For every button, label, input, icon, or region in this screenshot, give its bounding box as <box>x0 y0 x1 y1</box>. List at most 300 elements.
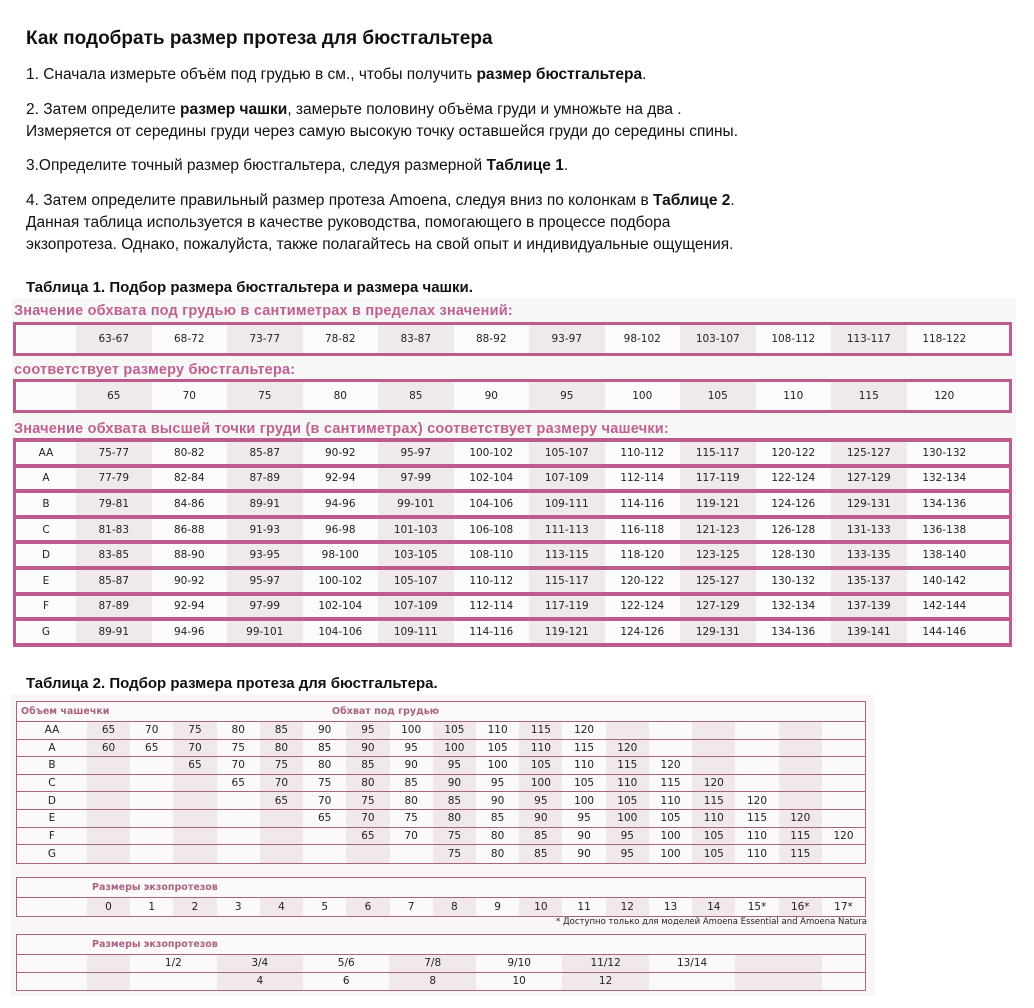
grid-cell: 105 <box>606 792 649 809</box>
grid-cell: 70 <box>317 794 332 807</box>
cup-range: 77-79 <box>76 468 152 490</box>
cup-range: 114-116 <box>620 497 665 510</box>
grid-cell: 65 <box>317 812 332 825</box>
cup-range: 108-110 <box>469 549 514 562</box>
cup-name: F <box>48 829 55 842</box>
prosthesis-size: 14 <box>692 898 735 916</box>
prosthesis-size: 11 <box>577 900 591 913</box>
cup-range: 110-112 <box>620 446 665 459</box>
grid-cell: 75 <box>317 777 332 790</box>
t1-cell: 110 <box>783 390 804 402</box>
cup-range: 138-140 <box>922 549 967 562</box>
grid-cell: 80 <box>260 740 303 757</box>
grid-cell <box>735 757 778 774</box>
step-3-text: 3.Определите точный размер бюстгальтера, следуя размерной <box>26 157 487 174</box>
grid-cell: 75 <box>231 741 245 754</box>
grid-cell: 110 <box>574 759 595 772</box>
step-4-text: 4. Затем определите правильный размер протеза Amoena, следуя вниз по колонкам в <box>26 192 654 209</box>
empty-cell <box>822 973 865 991</box>
footnote: * Доступно только для моделей Amoena Essential and Amoena Natura <box>556 917 867 927</box>
grid-cell <box>735 722 778 739</box>
grid-cell: 100 <box>574 794 595 807</box>
grid-cell: 90 <box>433 775 476 792</box>
step-4-line3: экзопротеза. Однако, пожалуйста, также полагайтесь на свой опыт и индивидуальные ощущения. <box>26 236 734 253</box>
step-3-suffix: . <box>563 157 569 174</box>
cup-range: 92-94 <box>324 472 356 485</box>
cup-range: 119-121 <box>529 621 605 643</box>
cup-range: 140-142 <box>922 574 967 587</box>
grid-cell <box>173 792 216 809</box>
cup-range: 132-134 <box>922 472 967 485</box>
grid-cell: 75 <box>404 812 418 825</box>
cup-range: 142-144 <box>922 600 967 613</box>
prosthesis-single <box>649 973 735 991</box>
grid-cell <box>217 810 260 827</box>
grid-cell: 110 <box>606 775 649 792</box>
prosthesis-single: 12 <box>562 973 648 991</box>
grid-cell <box>822 722 865 739</box>
grid-cell: 80 <box>404 794 418 807</box>
cup-row <box>13 544 1012 566</box>
grid-cell: 105 <box>519 757 562 774</box>
grid-cell <box>822 845 865 863</box>
prosthesis-size: 17* <box>834 900 853 913</box>
grid-cell <box>87 845 130 863</box>
cup-name: D <box>41 549 51 562</box>
grid-cell: 90 <box>490 794 505 807</box>
empty-cell <box>17 973 87 991</box>
cup-range: 88-90 <box>173 549 205 562</box>
step-4-line2: Данная таблица используется в качестве руководства, помогающего в процессе подбора <box>26 214 671 231</box>
grid-header <box>17 702 865 722</box>
prosthesis-size: 3 <box>234 900 242 913</box>
grid-cell: 80 <box>433 810 476 827</box>
t1-cell: 93-97 <box>529 325 605 353</box>
grid-cell: 65 <box>87 722 130 739</box>
grid-cell: 115 <box>606 757 649 774</box>
grid-cell <box>779 792 822 809</box>
grid-cell <box>173 828 216 845</box>
grid-cell: 85 <box>346 757 389 774</box>
prosthesis-pairs-row <box>17 955 865 973</box>
cup-name: G <box>47 847 57 860</box>
underbust-label: Значение обхвата под грудью в сантиметрах в пределах значений: <box>14 303 513 319</box>
prosthesis-size: 5 <box>321 900 329 913</box>
cup-range: 99-101 <box>227 621 303 643</box>
grid-cell: 70 <box>231 759 245 772</box>
grid-cell <box>649 722 692 739</box>
grid-cell: 90 <box>577 829 591 842</box>
cup-range: 102-104 <box>469 472 514 485</box>
cup-range: 115-117 <box>529 570 605 592</box>
grid-cell: 75 <box>433 828 476 845</box>
underbust-row <box>13 322 1012 356</box>
prosthesis-pair: 7/8 <box>389 955 475 972</box>
step-2 <box>26 99 738 143</box>
cup-range: 75-77 <box>76 442 152 464</box>
page-title: Как подобрать размер протеза для бюстгальтера <box>26 28 493 49</box>
cup-label: Значение обхвата высшей точки груди (в сантиметрах) соответствует размеру чашечки: <box>14 421 669 437</box>
cup-range: 82-84 <box>173 472 205 485</box>
grid-cell: 120 <box>747 794 768 807</box>
cup-range: 120-122 <box>771 446 816 459</box>
step-3 <box>26 155 568 177</box>
band-size-label: соответствует размеру бюстгальтера: <box>14 362 296 378</box>
cup-range: 93-95 <box>227 544 303 566</box>
cup-range: 85-87 <box>227 442 303 464</box>
cup-range: 100-102 <box>469 446 514 459</box>
prosthesis-single: 6 <box>342 975 350 988</box>
band-size-row <box>13 379 1012 413</box>
grid-cell: 65 <box>231 777 245 790</box>
cup-range: 90-92 <box>324 446 356 459</box>
cup-range: 107-109 <box>378 596 454 618</box>
grid-cell <box>735 775 778 792</box>
prosthesis-size: 13 <box>663 900 678 913</box>
grid-cell: 70 <box>404 829 418 842</box>
grid-cell: 100 <box>660 829 681 842</box>
cup-range: 87-89 <box>227 468 303 490</box>
prosthesis-size: 15* <box>747 900 767 913</box>
cup-range: 92-94 <box>173 600 205 613</box>
step-2-text: 2. Затем определите <box>26 101 181 118</box>
cup-range: 129-131 <box>831 493 907 515</box>
step-1-text: 1. Сначала измерьте объём под грудью в см., чтобы получить <box>26 66 477 83</box>
grid-cell <box>130 810 173 827</box>
step-4-suffix: . <box>730 192 735 209</box>
grid-cell: 85 <box>519 828 562 845</box>
t1-cell: 100 <box>632 390 653 402</box>
cup-range: 81-83 <box>76 519 152 541</box>
cup-range: 139-141 <box>831 621 907 643</box>
grid-cell: 95 <box>577 812 591 825</box>
t1-cell: 120 <box>934 390 955 402</box>
grid-cell: 120 <box>692 775 735 792</box>
cup-name: E <box>48 812 56 825</box>
cup-name: G <box>41 625 51 638</box>
grid-cell <box>217 845 260 863</box>
grid-cell <box>779 757 822 774</box>
cup-row <box>13 621 1012 643</box>
grid-cell: 85 <box>490 812 505 825</box>
cup-range: 97-99 <box>378 468 454 490</box>
grid-cell: 110 <box>487 724 508 737</box>
cup-range: 125-127 <box>831 442 907 464</box>
cup-range: 134-136 <box>922 497 967 510</box>
grid-cell <box>822 775 865 792</box>
grid-cell: 105 <box>692 828 735 845</box>
grid-cell <box>692 722 735 739</box>
step-3-bold: Таблице 1 <box>486 157 564 174</box>
grid-cell: 70 <box>145 724 159 737</box>
grid-cell: 80 <box>490 829 505 842</box>
cup-row <box>13 570 1012 592</box>
cup-range: 128-130 <box>771 549 816 562</box>
cup-name: C <box>48 777 56 790</box>
grid-cell: 105 <box>660 812 681 825</box>
grid-cell <box>822 810 865 827</box>
grid-cell: 120 <box>574 724 595 737</box>
cup-range: 84-86 <box>173 497 205 510</box>
cup-range: 121-123 <box>680 519 756 541</box>
step-2-suffix: , замерьте половину объёма груди и умножьте на два . <box>287 101 682 118</box>
cup-range: 144-146 <box>922 625 967 638</box>
row-separator <box>13 643 1012 647</box>
grid-cell: 90 <box>577 847 591 860</box>
prosthesis-pair: 11/12 <box>562 955 648 972</box>
grid-cell <box>822 757 865 774</box>
grid-cell <box>606 722 649 739</box>
cup-range: 105-107 <box>378 570 454 592</box>
cup-range: 91-93 <box>227 519 303 541</box>
underbust-header: Обхват под грудью <box>332 706 440 717</box>
cup-row <box>13 596 1012 618</box>
grid-cell: 90 <box>346 740 389 757</box>
t1-cell: 68-72 <box>173 333 205 345</box>
grid-cell: 80 <box>317 759 332 772</box>
prosthesis-size: 12 <box>606 898 649 916</box>
cup-range: 94-96 <box>173 625 205 638</box>
cup-range: 117-119 <box>529 596 605 618</box>
grid-cell: 85 <box>519 845 562 863</box>
grid-cell <box>130 757 173 774</box>
grid-cell: 100 <box>660 847 681 860</box>
grid-cell <box>735 740 778 757</box>
grid-cell: 70 <box>260 775 303 792</box>
grid-cell: 105 <box>487 741 508 754</box>
prosthesis-pairs-header <box>17 935 865 955</box>
cup-name: C <box>42 523 50 536</box>
grid-cell: 105 <box>692 845 735 863</box>
grid-cell <box>130 828 173 845</box>
cup-range: 113-115 <box>529 544 605 566</box>
cup-range: 94-96 <box>324 497 356 510</box>
grid-row <box>17 722 865 740</box>
grid-cell <box>217 792 260 809</box>
t1-empty-cell <box>16 325 76 353</box>
grid-cell: 105 <box>433 722 476 739</box>
grid-cell <box>260 845 303 863</box>
empty-cell <box>822 955 865 972</box>
empty-cell <box>87 955 130 972</box>
grid-cell: 65 <box>173 757 216 774</box>
t1-cell: 103-107 <box>680 325 756 353</box>
grid-cell <box>173 775 216 792</box>
cup-range: 100-102 <box>318 574 363 587</box>
t1-cell: 78-82 <box>324 333 356 345</box>
grid-cell <box>779 775 822 792</box>
cup-range: 133-135 <box>831 544 907 566</box>
cup-range: 124-126 <box>771 497 816 510</box>
cup-range: 85-87 <box>76 570 152 592</box>
prosthesis-sizes-label: Размеры экзопротезов <box>92 882 218 893</box>
cup-range: 131-133 <box>831 519 907 541</box>
grid-cell: 120 <box>779 810 822 827</box>
grid-cell <box>87 810 130 827</box>
cup-range: 104-106 <box>469 497 514 510</box>
prosthesis-pair: 9/10 <box>507 957 531 970</box>
prosthesis-sizes-row <box>17 898 865 916</box>
prosthesis-size: 4 <box>260 898 303 916</box>
cup-range: 129-131 <box>680 621 756 643</box>
cup-range: 98-100 <box>321 549 359 562</box>
cup-range: 125-127 <box>680 570 756 592</box>
prosthesis-single <box>130 973 216 991</box>
grid-cell <box>692 740 735 757</box>
cup-range: 126-128 <box>771 523 816 536</box>
prosthesis-size: 10 <box>519 898 562 916</box>
cup-volume-header: Объем чашечки <box>21 706 110 717</box>
grid-cell: 60 <box>87 740 130 757</box>
grid-cell: 80 <box>490 847 505 860</box>
prosthesis-pairs-table <box>16 934 866 991</box>
prosthesis-sizes-header <box>17 878 865 898</box>
cup-range: 127-129 <box>680 596 756 618</box>
prosthesis-pair: 1/2 <box>164 957 182 970</box>
grid-cell: 95 <box>346 722 389 739</box>
prosthesis-size: 1 <box>148 900 156 913</box>
cup-range: 134-136 <box>771 625 816 638</box>
grid-cell: 120 <box>660 759 681 772</box>
grid-cell <box>87 775 130 792</box>
cup-range: 90-92 <box>173 574 205 587</box>
cup-range: 95-97 <box>227 570 303 592</box>
empty-cell <box>17 898 87 916</box>
cup-name: A <box>48 741 56 754</box>
t1-empty-cell <box>16 382 76 410</box>
cup-range: 83-85 <box>76 544 152 566</box>
grid-cell: 100 <box>433 740 476 757</box>
grid-cell: 120 <box>833 829 854 842</box>
grid-cell: 75 <box>173 722 216 739</box>
cup-range: 105-107 <box>529 442 605 464</box>
cup-name: AA <box>38 446 54 459</box>
grid-cell <box>87 757 130 774</box>
cup-name: A <box>42 472 50 485</box>
cup-range: 86-88 <box>173 523 205 536</box>
grid-cell: 100 <box>519 775 562 792</box>
grid-cell: 110 <box>519 740 562 757</box>
grid-cell: 85 <box>317 741 332 754</box>
cup-range: 103-105 <box>378 544 454 566</box>
grid-cell <box>822 740 865 757</box>
table1-title: Таблица 1. Подбор размера бюстгальтера и размера чашки. <box>26 279 473 296</box>
cup-range: 120-122 <box>620 574 665 587</box>
cup-range: 109-111 <box>378 621 454 643</box>
cup-row <box>13 519 1012 541</box>
cup-row <box>13 442 1012 464</box>
cup-range: 118-120 <box>620 549 665 562</box>
grid-cell: 115 <box>574 741 595 754</box>
grid-cell: 90 <box>404 759 418 772</box>
step-1-bold: размер бюстгальтера <box>476 66 643 83</box>
t1-cell: 70 <box>182 390 196 402</box>
grid-cell: 115 <box>747 812 768 825</box>
grid-cell <box>779 740 822 757</box>
prosthesis-pair: 13/14 <box>676 957 708 970</box>
grid-cell: 100 <box>401 724 422 737</box>
grid-cell: 100 <box>606 810 649 827</box>
t1-cell: 118-122 <box>922 333 967 345</box>
grid-cell <box>173 810 216 827</box>
cup-range: 107-109 <box>529 468 605 490</box>
grid-cell: 95 <box>606 845 649 863</box>
cup-range: 111-113 <box>529 519 605 541</box>
cup-range: 130-132 <box>771 574 816 587</box>
t1-cell: 73-77 <box>227 325 303 353</box>
grid-cell <box>649 740 692 757</box>
grid-cell <box>87 828 130 845</box>
cup-range: 87-89 <box>76 596 152 618</box>
grid-cell: 75 <box>260 757 303 774</box>
table2-title: Таблица 2. Подбор размера протеза для бюстгальтера. <box>26 675 438 692</box>
grid-cell: 115 <box>779 845 822 863</box>
grid-cell <box>130 775 173 792</box>
grid-cell: 80 <box>346 775 389 792</box>
grid-cell: 65 <box>145 741 159 754</box>
prosthesis-single: 10 <box>512 975 526 988</box>
cup-range: 109-111 <box>529 493 605 515</box>
grid-cell: 95 <box>433 757 476 774</box>
cup-name: B <box>42 497 50 510</box>
prosthesis-size: 6 <box>346 898 389 916</box>
grid-cell <box>130 792 173 809</box>
t1-cell: 65 <box>76 382 152 410</box>
grid-row <box>17 775 865 793</box>
step-4 <box>26 190 735 256</box>
grid-cell <box>779 722 822 739</box>
grid-cell: 80 <box>231 724 245 737</box>
cup-range: 106-108 <box>469 523 514 536</box>
grid-cell: 70 <box>346 810 389 827</box>
grid-row <box>17 757 865 775</box>
prosthesis-single: 4 <box>217 973 303 991</box>
t1-cell: 108-112 <box>771 333 816 345</box>
cup-range: 101-103 <box>378 519 454 541</box>
cup-range: 104-106 <box>318 625 363 638</box>
prosthesis-size: 2 <box>173 898 216 916</box>
grid-cell <box>260 828 303 845</box>
grid-cell: 85 <box>404 777 418 790</box>
t1-cell: 85 <box>378 382 454 410</box>
step-1 <box>26 64 646 86</box>
cup-range: 136-138 <box>922 523 967 536</box>
grid-row <box>17 792 865 810</box>
prosthesis-size: 8 <box>433 898 476 916</box>
grid-cell: 105 <box>574 777 595 790</box>
cup-range: 122-124 <box>620 600 665 613</box>
cup-range: 115-117 <box>680 442 756 464</box>
grid-cell: 110 <box>747 847 768 860</box>
grid-cell <box>260 810 303 827</box>
grid-cell <box>217 828 260 845</box>
cup-range: 137-139 <box>831 596 907 618</box>
grid-cell: 100 <box>487 759 508 772</box>
prosthesis-pair: 3/4 <box>217 955 303 972</box>
grid-cell <box>130 845 173 863</box>
grid-cell <box>390 845 433 863</box>
cup-name: AA <box>44 724 60 737</box>
step-2-bold: размер чашки <box>180 101 288 118</box>
empty-cell <box>87 973 130 991</box>
cup-range: 80-82 <box>173 446 205 459</box>
grid-cell <box>822 792 865 809</box>
grid-cell: 65 <box>346 828 389 845</box>
grid-cell: 65 <box>260 792 303 809</box>
t1-cell: 63-67 <box>76 325 152 353</box>
cup-range: 112-114 <box>620 472 665 485</box>
grid-cell: 115 <box>692 792 735 809</box>
